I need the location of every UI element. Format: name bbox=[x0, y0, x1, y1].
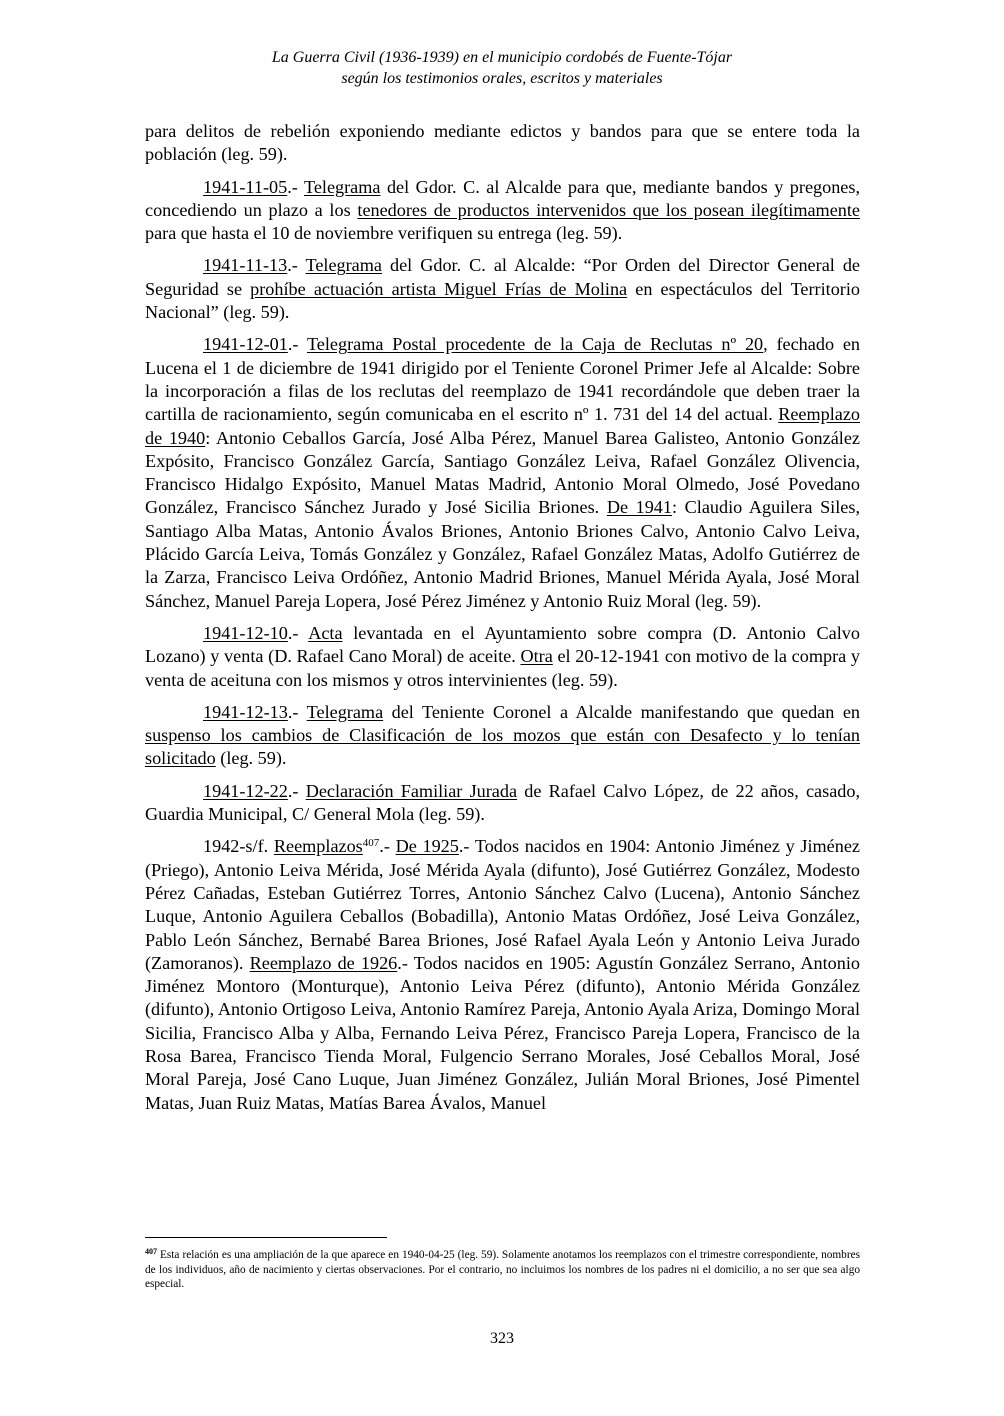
paragraph-text: para delitos de rebelión exponiendo mediante edictos y bandos para que se entere toda la población (leg. 59). bbox=[145, 121, 860, 165]
underlined-phrase: De 1941 bbox=[606, 497, 672, 518]
main-text bbox=[145, 120, 860, 1124]
document-type: Telegrama Postal procedente de la Caja de Reclutas nº 20 bbox=[306, 334, 764, 355]
entry-1941-11-05 bbox=[145, 176, 860, 246]
header-line-1: La Guerra Civil (1936-1939) en el municipio cordobés de Fuente-Tójar bbox=[271, 49, 733, 66]
entry-text: : Antonio Ceballos García, José Alba Pérez, Manuel Barea Galisteo, Antonio González Expósito, Francisco González García, Santiago González Leiva, Rafael González Olivencia, Francisco Hidalgo Expósito, Manuel Matas Madrid, Antonio Moral Olmedo, José Povedano González, Francisco Sánchez Jurado y José Sicilia Briones. bbox=[145, 427, 860, 518]
running-header bbox=[0, 47, 1004, 89]
entry-date: 1941-11-05 bbox=[203, 176, 288, 197]
page-number: 323 bbox=[490, 1330, 514, 1347]
entry-text: el 20-12-1941 con motivo de la compra y venta de aceituna con los mismos y otros intervinientes (leg. 59). bbox=[145, 646, 860, 690]
entry-text: en espectáculos del Territorio Nacional” (leg. 59). bbox=[145, 278, 860, 323]
entry-text: .- Todos nacidos en 1904: Antonio Jiménez y Jiménez (Priego), Antonio Leiva Mérida, José Mérida Ayala (difunto), José Gutiérrez González, Modesto Pérez Cañadas, Esteban Gutiérrez Torres, Antonio Sánchez Calvo (Lucena), Antonio Sánchez Luque, Antonio Aguilera Ceballos (Bobadilla), Antonio Matas Ordóñez, José Leiva González, Pablo León Sánchez, Bernabé Barea Briones, José Rafael Ayala León y Antonio Leiva Jurado (Zamoranos). bbox=[145, 836, 860, 973]
entry-1941-12-22 bbox=[145, 780, 860, 827]
underlined-phrase: suspenso los cambios de Clasificación de los mozos que están con Desafecto y lo tenían solicitado bbox=[145, 725, 860, 769]
entry-text: para que hasta el 10 de noviembre verifiquen su entrega (leg. 59). bbox=[145, 223, 623, 244]
footnote-text: Esta relación es una ampliación de la que aparece en 1940-04-25 (leg. 59). Solamente anotamos los reemplazos con el trimestre correspondiente, nombres de los individuos, año de nacimiento y ciertas observaciones. Por el contrario, no incluimos los nombres de los padres ni el domicilio, a no ser que sea algo especial. bbox=[145, 1249, 860, 1290]
entry-1941-12-01 bbox=[145, 333, 860, 613]
document-type: Declaración Familiar Jurada bbox=[305, 780, 518, 801]
entry-date: 1941-12-01 bbox=[203, 334, 288, 355]
entry-text: de Rafael Calvo López, de 22 años, casado, Guardia Municipal, C/ General Mola (leg. 59). bbox=[145, 780, 861, 825]
document-type: Acta bbox=[308, 622, 343, 643]
entry-text: (leg. 59). bbox=[215, 748, 287, 769]
entry-separator: .- bbox=[287, 780, 306, 801]
underlined-phrase: tenedores de productos intervenidos que los posean ilegítimamente bbox=[357, 199, 860, 220]
entry-text: del Gdor. C. al Alcalde: “Por Orden del Director General de Seguridad se bbox=[145, 255, 860, 299]
paragraph-continuation bbox=[145, 120, 860, 167]
entry-separator: .- bbox=[287, 622, 309, 643]
entry-1941-12-10 bbox=[145, 622, 860, 692]
underlined-phrase: De 1925 bbox=[395, 836, 459, 857]
entry-text: , fechado en Lucena el 1 de diciembre de 1941 dirigido por el Teniente Coronel Primer Jefe al Alcalde: Sobre la incorporación a filas de los reclutas del reemplazo de 1941 recordándole que deben traer la cartilla de racionamiento, según comunicaba en el escrito nº 1. 731 del 14 del actual. bbox=[145, 334, 860, 425]
underlined-phrase: prohíbe actuación artista Miguel Frías de Molina bbox=[250, 278, 628, 299]
footnote bbox=[145, 1248, 860, 1292]
entry-separator: .- bbox=[287, 701, 307, 722]
footnote-reference[interactable]: 407 bbox=[362, 837, 380, 850]
entry-date: 1941-12-22 bbox=[203, 780, 288, 801]
document-type: Reemplazos bbox=[273, 836, 363, 857]
entry-date: 1941-12-10 bbox=[203, 622, 288, 643]
entry-separator: .- bbox=[287, 334, 307, 355]
document-type: Telegrama bbox=[303, 176, 381, 197]
entry-1941-11-13 bbox=[145, 254, 860, 324]
entry-separator: .- bbox=[287, 255, 306, 276]
header-line-2: según los testimonios orales, escritos y materiales bbox=[341, 70, 663, 87]
entry-date: 1941-11-13 bbox=[203, 255, 288, 276]
document-type: Telegrama bbox=[305, 255, 382, 276]
entry-separator: .- bbox=[287, 176, 304, 197]
entry-1942-reemplazos bbox=[145, 835, 860, 1115]
footnote-divider bbox=[145, 1237, 387, 1238]
underlined-phrase: Reemplazo de 1926 bbox=[249, 952, 398, 973]
entry-text: levantada en el Ayuntamiento sobre compra (D. Antonio Calvo Lozano) y venta (D. Rafael Cano Moral) de aceite. bbox=[145, 622, 860, 667]
entry-separator: .- bbox=[379, 836, 396, 857]
underlined-phrase: Otra bbox=[520, 646, 553, 667]
underlined-phrase: Reemplazo de 1940 bbox=[145, 404, 860, 448]
document-type: Telegrama bbox=[306, 701, 384, 722]
entry-text: .- Todos nacidos en 1905: Agustín González Serrano, Antonio Jiménez Montoro (Monturque), Antonio Leiva Pérez (difunto), Antonio Mérida González (difunto), Antonio Ortigoso Leiva, Antonio Ramírez Pareja, Antonio Ayala Ariza, Domingo Moral Sicilia, Francisco Alba y Alba, Fernando Leiva Pérez, Francisco Pareja Lopera, Francisco de la Rosa Barea, Francisco Tienda Moral, Fulgencio Serrano Morales, José Ceballos Moral, José Moral Pareja, José Cano Luque, Juan Jiménez González, Julián Moral Briones, José Pimentel Matas, Juan Ruiz Matas, Matías Barea Ávalos, Manuel bbox=[145, 952, 860, 1113]
entry-text: del Teniente Coronel a Alcalde manifestando que quedan en bbox=[383, 701, 860, 722]
entry-1941-12-13 bbox=[145, 701, 860, 771]
entry-date: 1941-12-13 bbox=[203, 701, 288, 722]
footnote-number: 407 bbox=[145, 1247, 157, 1256]
entry-date: 1942-s/f. bbox=[203, 836, 274, 857]
entry-text: del Gdor. C. al Alcalde para que, mediante bandos y pregones, concediendo un plazo a los bbox=[145, 176, 860, 220]
entry-text: : Claudio Aguilera Siles, Santiago Alba Matas, Antonio Ávalos Briones, Antonio Briones Calvo, Antonio Calvo Leiva, Plácido García Leiva, Tomás González y González, Rafael González Matas, Adolfo Gutiérrez de la Zarza, Francisco Leiva Ordóñez, Antonio Madrid Briones, Manuel Mérida Ayala, José Moral Sánchez, Manuel Pareja Lopera, José Pérez Jiménez y Antonio Ruiz Moral (leg. 59). bbox=[145, 497, 860, 611]
